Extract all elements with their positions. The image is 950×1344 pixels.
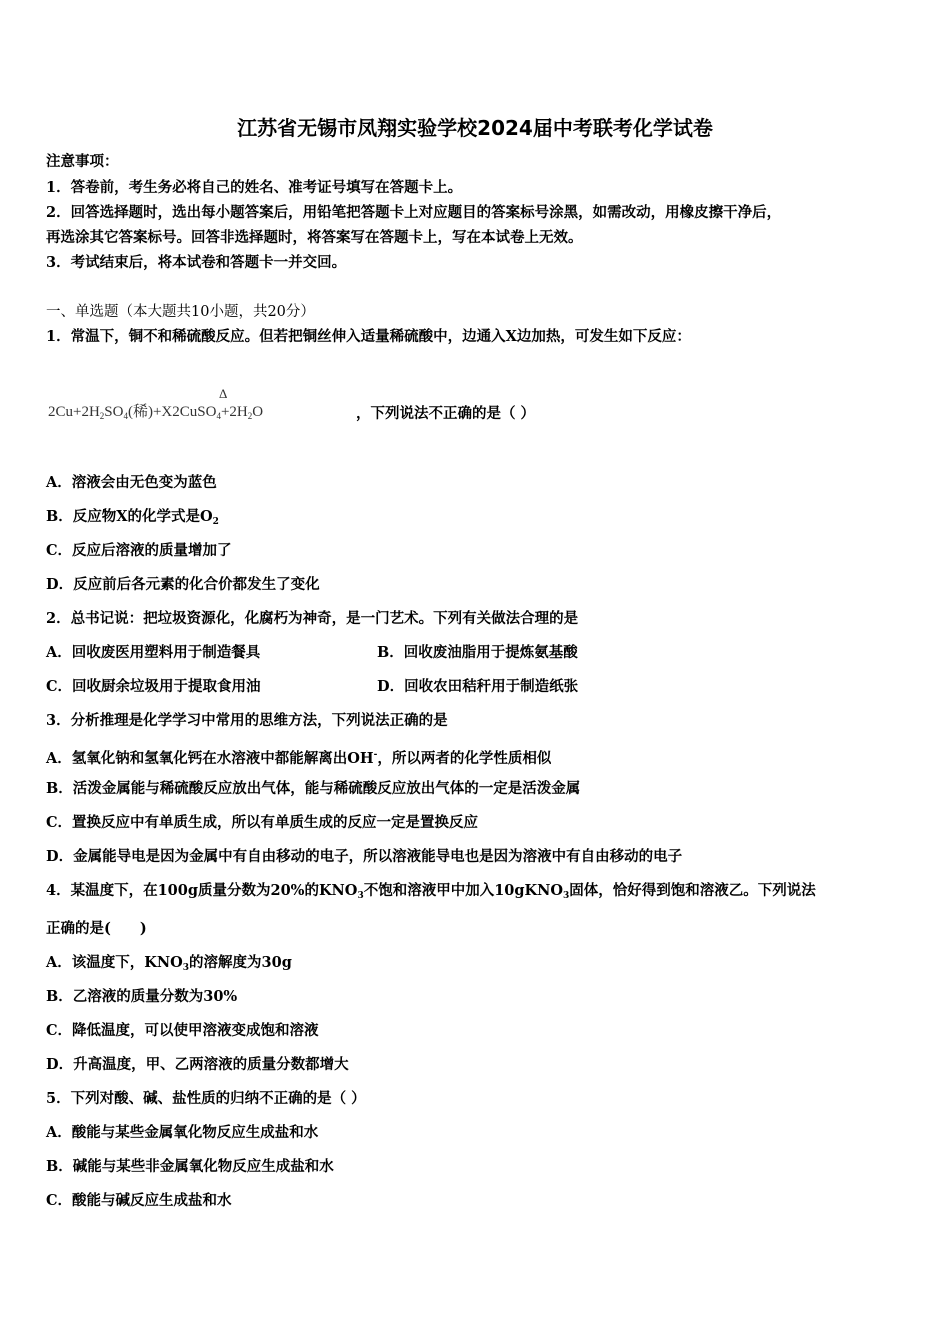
question-5-stem: 5．下列对酸、碱、盐性质的归纳不正确的是（ ）	[46, 1090, 366, 1107]
option-b: B．活泼金属能与稀硫酸反应放出气体，能与稀硫酸反应放出气体的一定是活泼金属	[46, 780, 581, 797]
option-c: C．酸能与碱反应生成盐和水	[46, 1192, 232, 1209]
question-4-stem: 4．某温度下，在100g质量分数为20%的$KNO_3$不饱和溶液甲中加入10gKNO$_3$固体，恰好得到饱和溶液乙。下列说法	[46, 882, 816, 901]
option-a: A．回收废医用塑料用于制造餐具	[46, 644, 261, 661]
option-d: D．金属能导电是因为金属中有自由移动的电子，所以溶液能导电也是因为溶液中有自由移动的电子	[46, 848, 683, 865]
option-b: B．乙溶液的质量分数为30%	[46, 988, 238, 1005]
option-d: D．反应前后各元素的化合价都发生了变化	[46, 576, 320, 593]
option-a: A．溶液会由无色变为蓝色	[46, 474, 217, 491]
notice-item: 1．答卷前，考生务必将自己的姓名、准考证号填写在答题卡上。	[46, 179, 463, 196]
question-1-stem: 1．常温下，铜不和稀硫酸反应。但若把铜丝伸入适量稀硫酸中，边通入X边加热，可发生如下反应：	[46, 328, 691, 345]
chemical-equation	[46, 388, 586, 436]
option-c: C．降低温度，可以使甲溶液变成饱和溶液	[46, 1022, 319, 1039]
section-heading: 一、单选题（本大题共10小题，共20分）	[46, 304, 315, 320]
option-a: A．氢氧化钠和氢氧化钙在水溶液中都能解离出OH-，所以两者的化学性质相似	[46, 750, 552, 767]
option-c: C．回收厨余垃圾用于提取食用油	[46, 678, 261, 695]
notice-item: 2．回答选择题时，选出每小题答案后，用铅笔把答题卡上对应题目的答案标号涂黑，如需改动，用橡皮擦干净后，	[46, 204, 782, 221]
option-c: C．反应后溶液的质量增加了	[46, 542, 232, 559]
question-4-stem-cont: 正确的是( )	[46, 920, 147, 937]
option-a: A．该温度下，$KNO_3$的溶解度为30g	[46, 954, 292, 973]
equation-text: $2Cu+2H_2SO_4$(稀)$+X2CuSO_4+2H_2O$	[48, 404, 264, 421]
option-d: D．回收农田秸秆用于制造纸张	[377, 678, 579, 695]
notice-heading: 注意事项：	[46, 153, 119, 170]
notice-item: 3．考试结束后，将本试卷和答题卡一并交回。	[46, 254, 347, 271]
page-title: 江苏省无锡市凤翔实验学校2024届中考联考化学试卷	[237, 116, 713, 140]
question-1-tail: ，下列说法不正确的是（ ）	[356, 405, 536, 422]
question-3-stem: 3．分析推理是化学学习中常用的思维方法，下列说法正确的是	[46, 712, 448, 729]
option-b: B．回收废油脂用于提炼氨基酸	[377, 644, 578, 661]
option-c: C．置换反应中有单质生成，所以有单质生成的反应一定是置换反应	[46, 814, 479, 831]
notice-item: 再选涂其它答案标号。回答非选择题时，将答案写在答题卡上，写在本试卷上无效。	[46, 229, 583, 246]
option-b: B．碱能与某些非金属氧化物反应生成盐和水	[46, 1158, 334, 1175]
option-d: D．升高温度，甲、乙两溶液的质量分数都增大	[46, 1056, 349, 1073]
option-b: B．反应物X的化学式是$O_2$	[46, 508, 219, 527]
heat-symbol: Δ	[219, 386, 228, 401]
option-a: A．酸能与某些金属氧化物反应生成盐和水	[46, 1124, 319, 1141]
question-2-stem: 2．总书记说：把垃圾资源化，化腐朽为神奇，是一门艺术。下列有关做法合理的是	[46, 610, 579, 627]
